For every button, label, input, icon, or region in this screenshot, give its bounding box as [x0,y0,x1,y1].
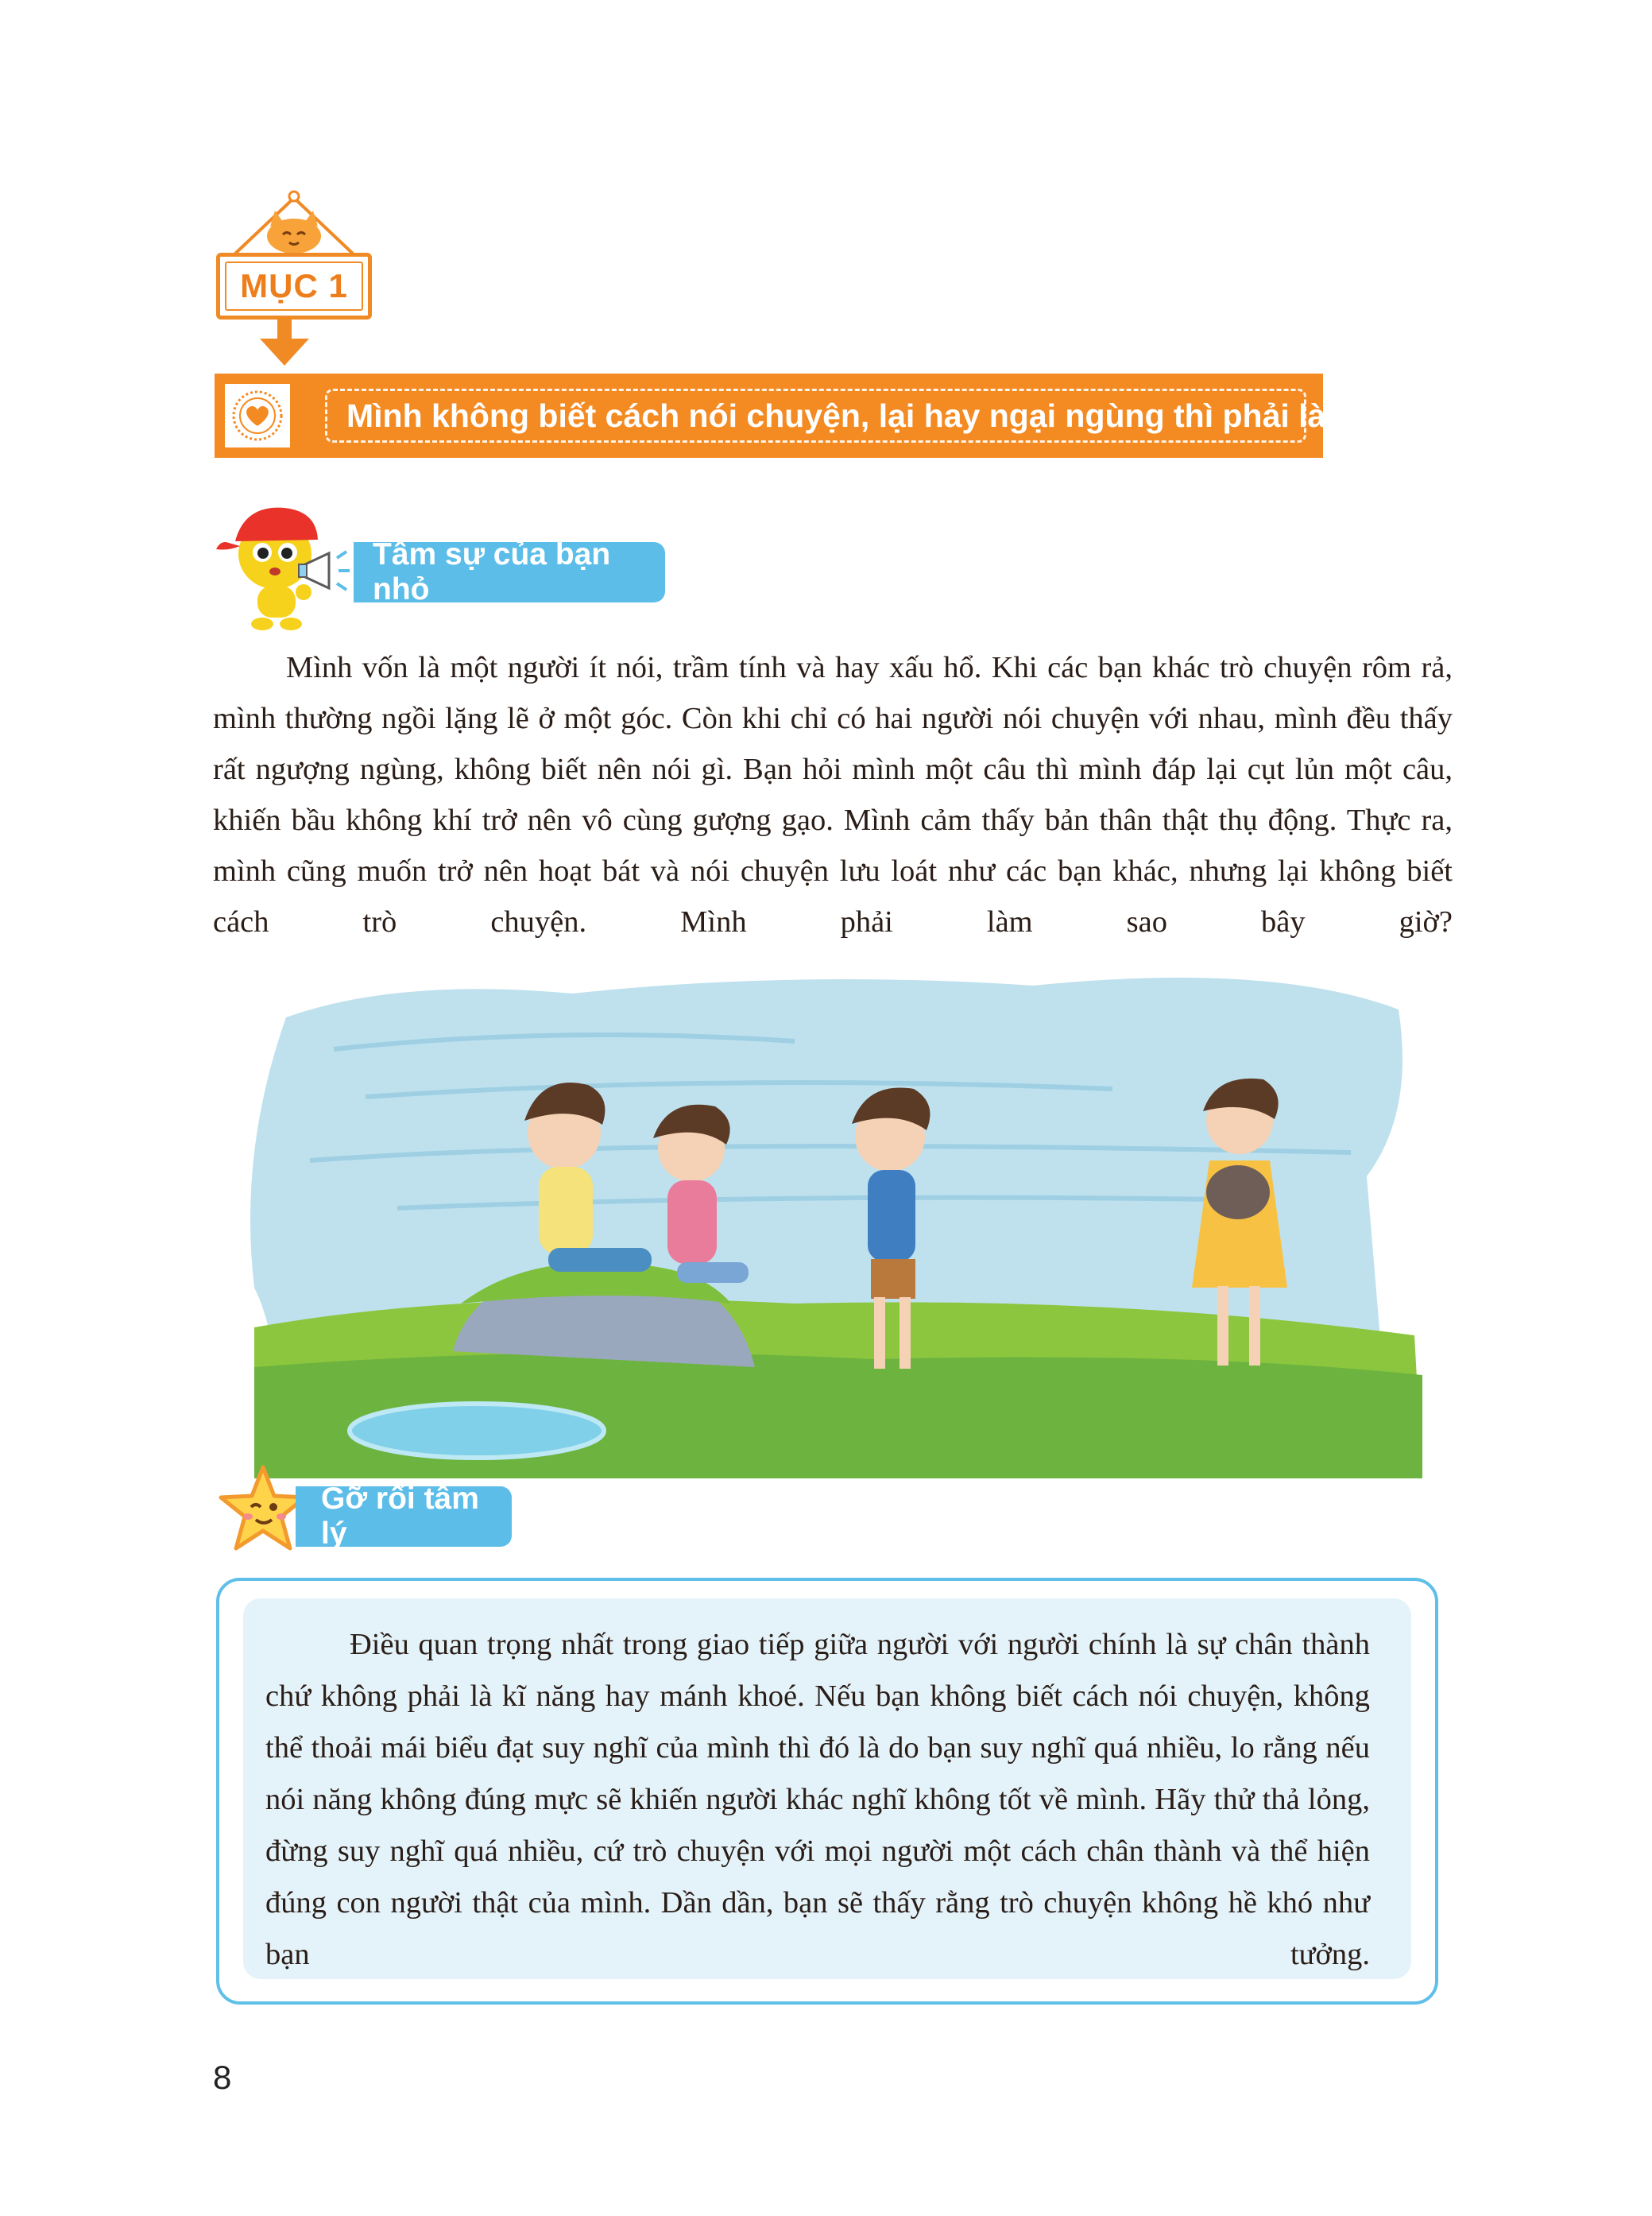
text-line: mình đáp lại cụt lủn một câu, khiến bầu không khí trở nên vô cùng gượng gạo. Mình cảm [213,753,1453,837]
text-line: thấy bản thân thật thụ động. Thực ra, mình cũng muốn trở nên hoạt bát và nói chuyện lưu [213,804,1453,888]
text-line: chân thành chứ không phải là kĩ năng hay mánh khoé. Nếu bạn không biết [265,1628,1370,1713]
question-bar [215,374,1440,458]
confession-paragraph [213,642,1453,947]
down-arrow-icon [257,320,312,369]
children-illustration [238,954,1430,1494]
question-title: Mình không biết cách nói chuyện, lại hay ngại ngùng thì phải làm sao? [346,397,1440,434]
page-number: 8 [213,2059,232,2096]
text-line: cách nói chuyện, không thể thoải mái biểu đạt suy nghĩ của mình thì đó là do [265,1679,1371,1765]
heart-badge [225,384,290,447]
confession-text [213,642,1453,947]
text-line: rôm rả, mình thường ngồi lặng lẽ ở một góc. Còn khi chỉ có hai người nói chuyện với [213,651,1453,735]
confession-heading-tab [354,537,665,606]
advice-inner-panel [243,1598,1411,1979]
advice-paragraph [265,1619,1370,1981]
section-sign [216,253,372,320]
question-frame [325,389,1440,443]
text-line: nhau, mình đều thấy rất ngượng ngùng, không biết nên nói gì. Bạn hỏi mình một câu thì [213,702,1453,786]
advice-box [216,1578,1438,2005]
text-line: khác nghĩ không tốt về mình. Hãy thử thả lỏng, đừng suy nghĩ quá nhiều, cứ trò [265,1783,1370,1868]
text-line: chuyện với mọi người một cách chân thành và thể hiện đúng con người thật [265,1834,1370,1920]
advice-heading-tab [296,1482,512,1551]
text-line: loát như các bạn khác, nhưng lại không biết cách trò chuyện. Mình phải làm sao bây giờ? [213,854,1453,939]
text-line: của mình. Dần dần, bạn sẽ thấy rằng trò chuyện không hề khó như bạn tưởng. [265,1886,1370,1971]
confession-heading: Tâm sự của bạn nhỏ [373,537,611,606]
text-line: Mình vốn là một người ít nói, trầm tính và hay xấu hổ. Khi các bạn khác trò chuyện [286,651,1362,684]
section-label: MỤC 1 [240,267,348,304]
heart-icon [230,388,285,444]
sign-hanger-cat-icon [222,187,366,262]
advice-text [265,1619,1370,1981]
text-line: Điều quan trọng nhất trong giao tiếp giữa người với người chính là sự [350,1628,1236,1661]
text-line: bạn suy nghĩ quá nhiều, lo rằng nếu nói năng không đúng mực sẽ khiến người [265,1731,1370,1816]
advice-heading: Gỡ rối tâm lý [321,1482,479,1551]
